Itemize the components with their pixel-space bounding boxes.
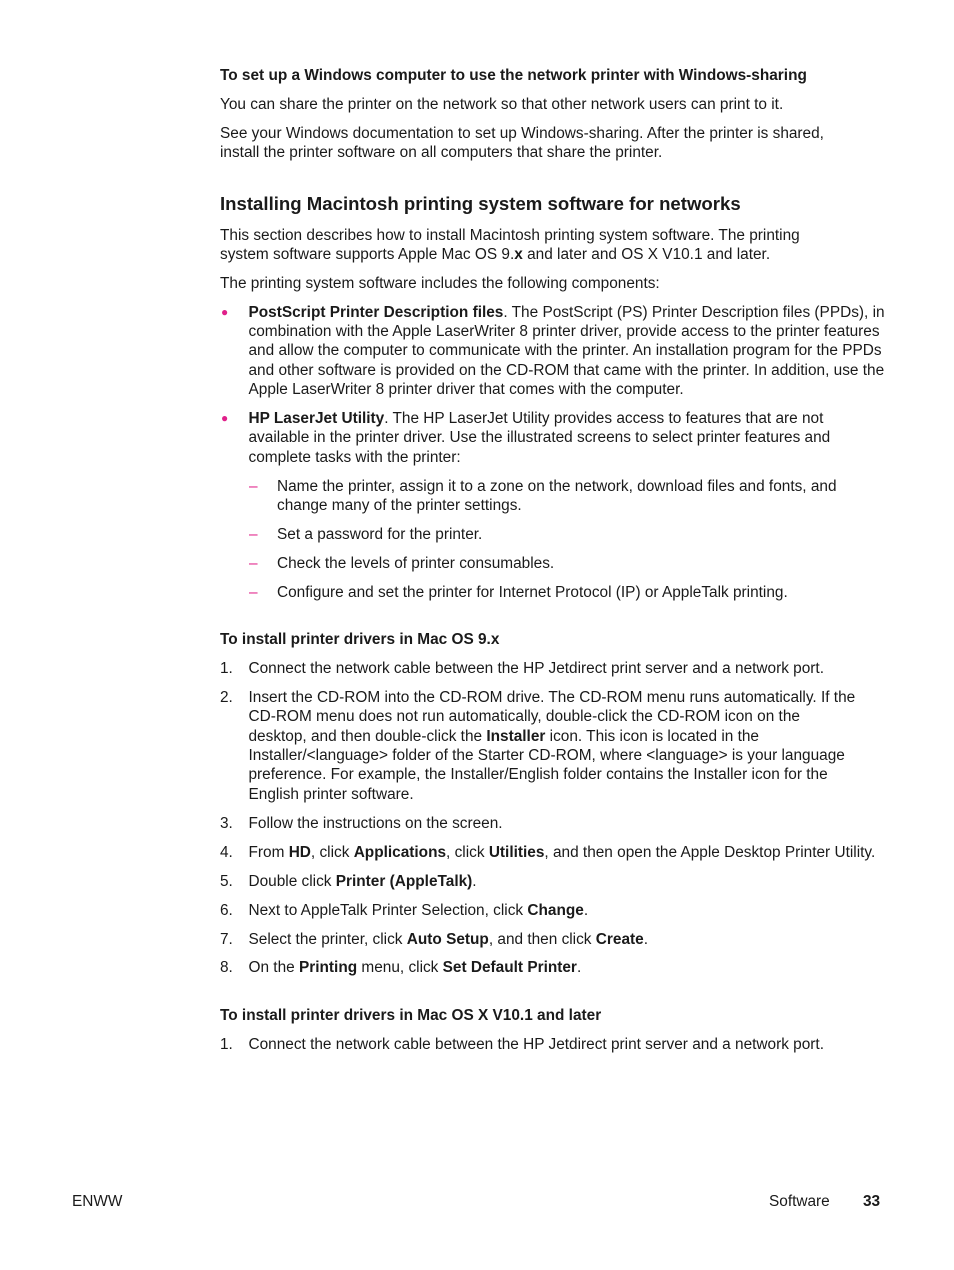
bullet-icon: ●	[221, 304, 229, 319]
paragraph: This section describes how to install Macintosh printing system software. The printing system software supports Apple Mac OS 9.x and later and OS X V10.1 and later.	[220, 226, 800, 263]
procedure-title-osx: To install printer drivers in Mac OS X V10.1 and later	[220, 1006, 602, 1024]
list-item: ● PostScript Printer Description files. The PostScript (PS) Printer Description files (PPDs), in combination with the Apple LaserWriter 8 printer driver, provide access to the printer features and allow the computer to communicate with the printer. An installation program for the PPDs and other software is provided on the CD-ROM that came with the printer. In addition, use the Apple LaserWriter 8 printer driver that comes with the computer.	[221, 303, 885, 399]
numbered-step: 1. Connect the network cable between the HP Jetdirect print server and a network port.	[220, 660, 824, 678]
numbered-step: 3. Follow the instructions on the screen.	[220, 814, 503, 832]
numbered-step: 4. From HD, click Applications, click Utilities, and then open the Apple Desktop Printer Utility.	[220, 843, 876, 861]
numbered-step: 5. Double click Printer (AppleTalk).	[220, 872, 477, 890]
numbered-step: 6. Next to AppleTalk Printer Selection, click Change.	[220, 901, 589, 919]
numbered-step: 7. Select the printer, click Auto Setup, and then click Create.	[220, 930, 648, 948]
page-number: 33	[863, 1193, 881, 1210]
footer-section: Software	[769, 1193, 830, 1210]
dash-icon: –	[249, 525, 258, 543]
numbered-step: 8. On the Printing menu, click Set Default Printer.	[220, 959, 582, 977]
paragraph: The printing system software includes the following components:	[220, 274, 660, 292]
dash-icon: –	[249, 554, 258, 572]
dash-icon: –	[249, 477, 258, 495]
paragraph: See your Windows documentation to set up Windows-sharing. After the printer is shared, install the printer software on all computers that share the printer.	[220, 124, 824, 162]
sub-list-item: – Name the printer, assign it to a zone on the network, download files and fonts, and change many of the printer settings.	[249, 477, 837, 514]
sub-list-item: – Set a password for the printer.	[249, 525, 483, 543]
sub-list-item: – Check the levels of printer consumables.	[249, 554, 555, 572]
footer-left: ENWW	[72, 1193, 123, 1210]
sub-list-item: – Configure and set the printer for Internet Protocol (IP) or AppleTalk printing.	[249, 583, 788, 601]
procedure-title-os9: To install printer drivers in Mac OS 9.x	[220, 631, 500, 649]
windows-sharing-title: To set up a Windows computer to use the network printer with Windows-sharing	[220, 67, 807, 84]
numbered-step: 1. Connect the network cable between the HP Jetdirect print server and a network port.	[220, 1035, 824, 1053]
list-item: ● HP LaserJet Utility. The HP LaserJet Utility provides access to features that are not available in the printer driver. Use the illustrated screens to select printer features and complete tasks with the printer:	[221, 410, 831, 466]
dash-icon: –	[249, 583, 258, 601]
page-content	[220, 66, 885, 1054]
numbered-step: 2. Insert the CD-ROM into the CD-ROM drive. The CD-ROM menu runs automatically. If the CD-ROM menu does not run automatically, double-click the CD-ROM icon on the desktop, and then double-click the Installer icon. This icon is located in the Installer/<language> folder of the Starter CD-ROM, where <language> is your language preference. For example, the Installer/English folder contains the Installer icon for the English printer software.	[220, 689, 856, 803]
bullet-icon: ●	[221, 411, 229, 425]
paragraph: You can share the printer on the network so that other network users can print to it.	[220, 95, 784, 113]
section-heading: Installing Macintosh printing system software for networks	[220, 192, 741, 214]
